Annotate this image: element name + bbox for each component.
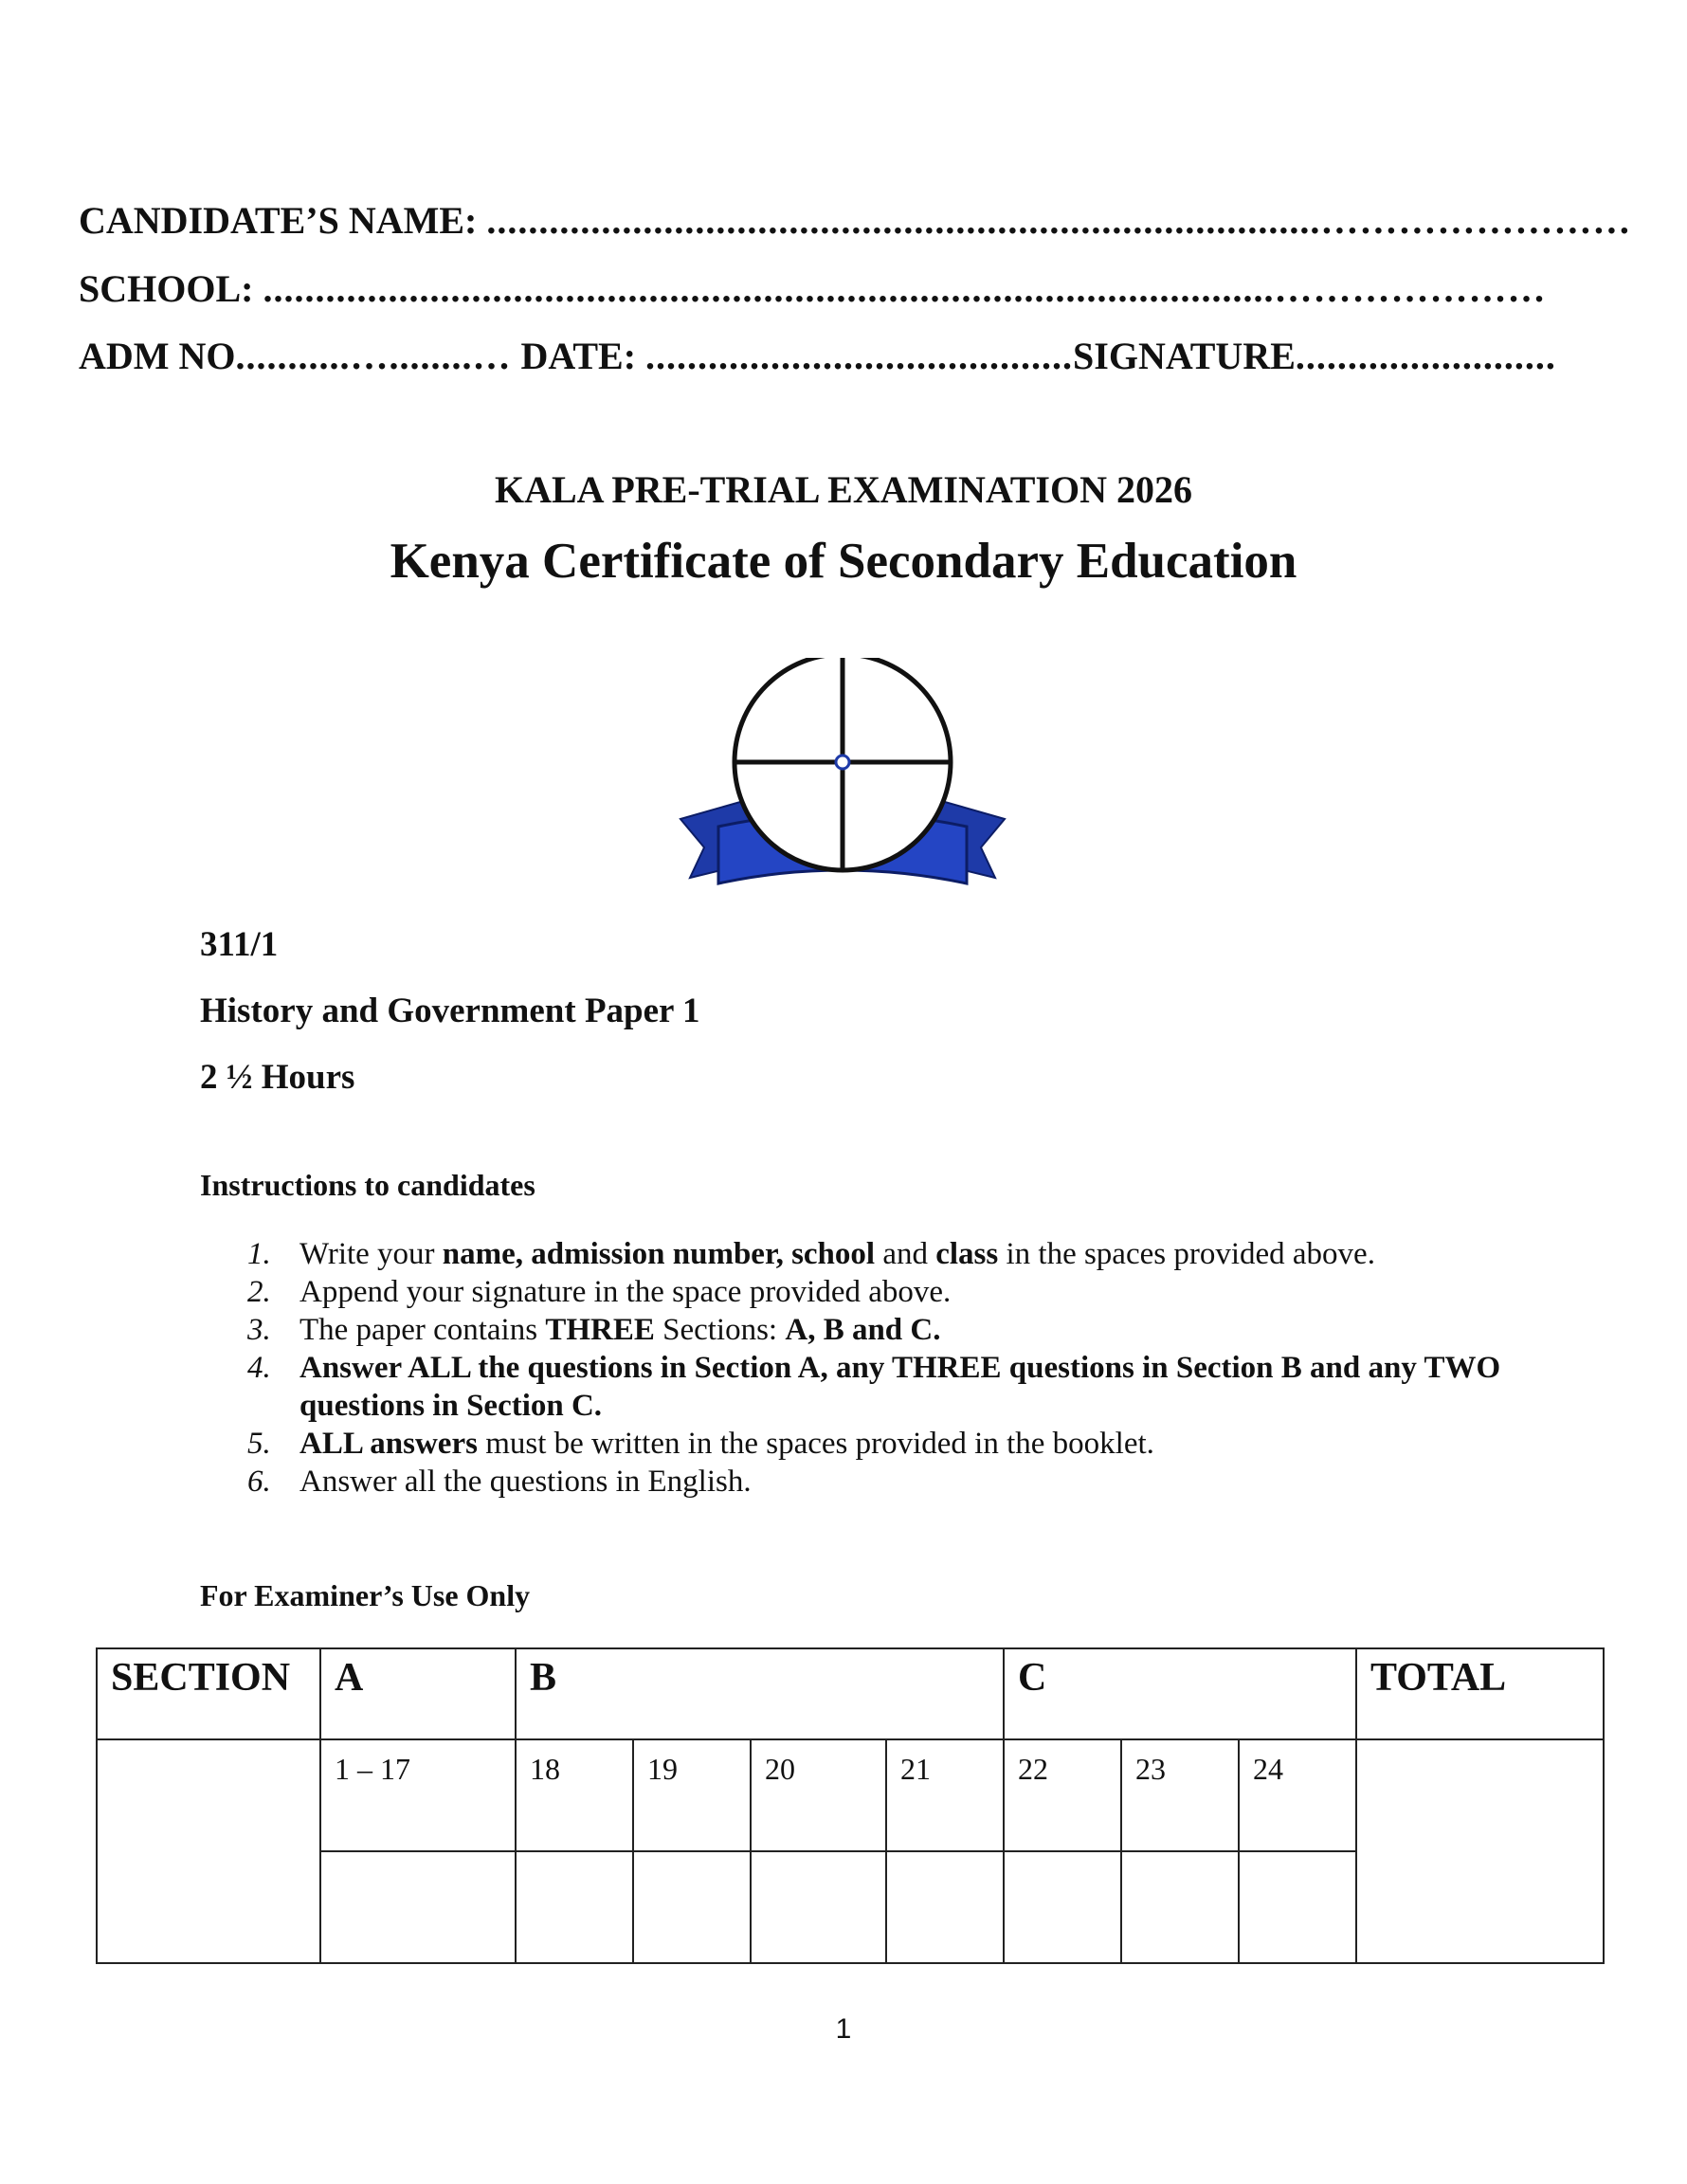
instruction-item: 1. Write your name, admission number, school and class in the spaces provided above. bbox=[247, 1237, 1375, 1271]
question-number-cell: 20 bbox=[751, 1739, 886, 1851]
score-cell[interactable] bbox=[1239, 1851, 1356, 1963]
score-cell[interactable] bbox=[516, 1851, 633, 1963]
instruction-item: 5. ALL answers must be written in the spaces provided in the booklet. bbox=[247, 1427, 1154, 1461]
question-number-cell: 18 bbox=[516, 1739, 633, 1851]
signature-field[interactable]: ......................... bbox=[1295, 335, 1556, 377]
signature-label: SIGNATURE bbox=[1073, 335, 1296, 377]
school-label: SCHOOL: bbox=[79, 267, 254, 310]
question-number-cell: 24 bbox=[1239, 1739, 1356, 1851]
section-header: SECTION bbox=[97, 1648, 320, 1739]
candidate-name-line bbox=[79, 199, 1632, 242]
adm-label: ADM NO bbox=[79, 335, 236, 377]
adm-field[interactable]: ...........…........… bbox=[235, 335, 512, 377]
instruction-item: 4. Answer ALL the questions in Section A, any THREE questions in Section B and any TWO questions in Section C. bbox=[247, 1351, 1501, 1423]
question-number-cell: 22 bbox=[1004, 1739, 1121, 1851]
exam-title: KALA PRE-TRIAL EXAMINATION 2026 bbox=[495, 468, 1192, 511]
paper-code: 311/1 bbox=[200, 925, 279, 964]
section-c-header: C bbox=[1004, 1648, 1356, 1739]
date-field[interactable]: ......................................... bbox=[645, 335, 1074, 377]
question-number-cell: 19 bbox=[633, 1739, 751, 1851]
total-header: TOTAL bbox=[1356, 1648, 1604, 1739]
score-cell[interactable] bbox=[886, 1851, 1004, 1963]
instructions-heading: Instructions to candidates bbox=[200, 1168, 535, 1202]
question-number-cell: 1 – 17 bbox=[320, 1739, 516, 1851]
score-cell[interactable] bbox=[1121, 1851, 1239, 1963]
school-line bbox=[79, 267, 1547, 310]
logo-center-dot bbox=[836, 755, 849, 769]
date-label: DATE: bbox=[520, 335, 637, 377]
instructions-list bbox=[200, 1235, 1527, 1501]
candidate-name-field[interactable]: ................................................................................…………………… bbox=[486, 199, 1632, 242]
instruction-item: 6. Answer all the questions in English. bbox=[247, 1465, 752, 1499]
total-score-cell[interactable] bbox=[1356, 1739, 1604, 1963]
score-cell[interactable] bbox=[633, 1851, 751, 1963]
question-number-cell: 21 bbox=[886, 1739, 1004, 1851]
examiner-marks-table bbox=[96, 1647, 1605, 1964]
instruction-item: 2. Append your signature in the space provided above. bbox=[247, 1275, 952, 1309]
paper-duration: 2 ½ Hours bbox=[200, 1058, 355, 1097]
candidate-name-label: CANDIDATE’S NAME: bbox=[79, 199, 478, 242]
kala-logo bbox=[652, 658, 1033, 916]
section-a-header: A bbox=[320, 1648, 516, 1739]
section-label-cell bbox=[97, 1739, 320, 1963]
score-cell[interactable] bbox=[751, 1851, 886, 1963]
page-number: 1 bbox=[835, 2013, 852, 2045]
exam-subtitle: Kenya Certificate of Secondary Education bbox=[390, 534, 1297, 589]
paper-name: History and Government Paper 1 bbox=[200, 992, 700, 1030]
question-number-cell: 23 bbox=[1121, 1739, 1239, 1851]
school-field[interactable]: .................................................................................................………………… bbox=[263, 267, 1547, 310]
examiner-heading: For Examiner’s Use Only bbox=[200, 1578, 531, 1612]
score-cell[interactable] bbox=[320, 1851, 516, 1963]
section-b-header: B bbox=[516, 1648, 1004, 1739]
score-cell[interactable] bbox=[1004, 1851, 1121, 1963]
instruction-item: 3. The paper contains THREE Sections: A, B and C. bbox=[247, 1313, 941, 1347]
adm-date-signature-line bbox=[79, 337, 1556, 375]
